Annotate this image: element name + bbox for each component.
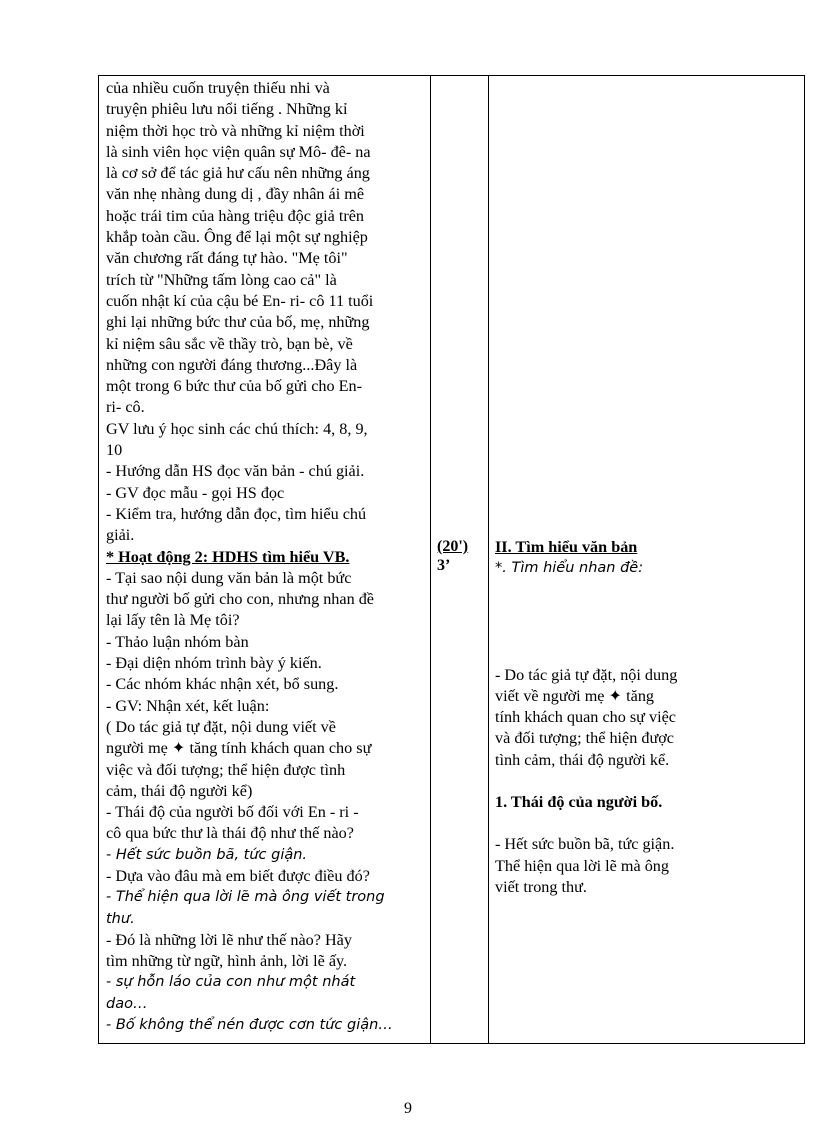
page-number: 9 [404, 1100, 412, 1117]
text-line: ( Do tác giả tự đặt, nội dung viết về [106, 717, 336, 736]
heading-2: 1. Thái độ của người bố. [495, 793, 663, 812]
lesson-table [98, 75, 805, 1044]
text-line: - Kiểm tra, hướng dẫn đọc, tìm hiểu chú [106, 504, 367, 523]
answer-italic-2 [106, 887, 428, 930]
text-line: - GV đọc mẫu - gọi HS đọc [106, 483, 285, 502]
text-line: viết về người mẹ ✦ tăng [495, 686, 655, 705]
intro-text [106, 78, 428, 547]
text-line: 10 [106, 441, 123, 460]
text-line: - Hết sức buồn bã, tức giận. [495, 835, 675, 854]
text-line: của nhiều cuốn truyện thiếu nhi và [106, 79, 330, 97]
column-divider [488, 76, 489, 1043]
text-line: - Bố không thể nén được cơn tức giận… [106, 1017, 393, 1034]
time-main: (20') [437, 538, 469, 555]
time-sub: 3’ [437, 557, 451, 574]
answer-2 [495, 834, 715, 898]
text-line: truyện phiêu lưu nổi tiếng . Những kỉ [106, 100, 348, 119]
text-line: kỉ niệm sâu sắc về thầy trò, bạn bè, về [106, 334, 353, 353]
text-line: tìm những từ ngữ, hình ảnh, lời lẽ ấy. [106, 952, 348, 971]
text-line: - Đại diện nhóm trình bày ý kiến. [106, 654, 322, 673]
text-line: lại lấy tên là Mẹ tôi? [106, 611, 240, 630]
text-line: hoặc trái tim của hàng triệu độc giả trên [106, 206, 364, 225]
text-line: ri- cô. [106, 398, 145, 417]
text-line: - Thái độ của người bố đối với En - ri - [106, 803, 359, 822]
text-line: cảm, thái độ người kể) [106, 781, 253, 800]
text-line: dao… [106, 995, 148, 1012]
text-line: tính khách quan cho sự việc [495, 708, 676, 727]
text-line: là sinh viên học viện quân sự Mô- đê- na [106, 142, 371, 161]
text-line: là cơ sở để tác giả hư cấu nên những áng [106, 164, 370, 183]
text-line: - sự hỗn láo của con như một nhát [106, 974, 356, 991]
text-line: - GV: Nhận xét, kết luận: [106, 696, 270, 715]
column-divider [430, 76, 431, 1043]
text-line: cuốn nhật kí của cậu bé En- ri- cô 11 tuổi [106, 291, 374, 310]
text-line: tình cảm, thái độ người kể. [495, 750, 670, 769]
text-line: văn nhẹ nhàng dung dị , đầy nhân ái mê [106, 185, 365, 204]
text-line: viết trong thư. [495, 877, 587, 896]
text-line: thư. [106, 910, 135, 927]
text-line: những con người đáng thương...Đây là [106, 355, 358, 374]
text-line: Thể hiện qua lời lẽ mà ông [495, 856, 669, 875]
text-line: - Thảo luận nhóm bàn [106, 632, 249, 651]
activity-body [106, 568, 428, 845]
text-line: một trong 6 bức thư của bố gửi cho En- [106, 377, 363, 396]
text-line: cô qua bức thư là thái độ như thế nào? [106, 824, 354, 843]
section-title: II. Tìm hiểu văn bản [495, 538, 638, 556]
text-line: - Hướng dẫn HS đọc văn bản - chú giải. [106, 462, 365, 481]
activity-heading: * Hoạt động 2: HDHS tìm hiểu VB. [106, 547, 350, 566]
text-line: - Đó là những lời lẽ như thế nào? Hãy [106, 930, 352, 949]
text-line: khắp toàn cầu. Ông để lại một sự nghiệp [106, 228, 368, 247]
content-column [495, 537, 715, 898]
answer-1 [495, 665, 715, 771]
text-line: - Các nhóm khác nhận xét, bổ sung. [106, 675, 339, 694]
answer-italic-1: - Hết sức buồn bã, tức giận. [106, 846, 308, 863]
text-line: niệm thời học trò và những kỉ niệm thời [106, 121, 365, 140]
text-line: giải. [106, 526, 135, 545]
answer-italic-3 [106, 972, 428, 1036]
question-3 [106, 930, 428, 973]
sub-title: *. Tìm hiểu nhan đề: [495, 560, 644, 577]
activities-column [106, 78, 428, 1036]
text-line: việc và đối tượng; thể hiện được tình [106, 760, 346, 779]
text-line: GV lưu ý học sinh các chú thích: 4, 8, 9, [106, 419, 368, 438]
text-line: và đối tượng; thể hiện được [495, 729, 674, 748]
time-column [437, 537, 485, 575]
text-line: người mẹ ✦ tăng tính khách quan cho sự [106, 739, 372, 758]
text-line: trích từ "Những tấm lòng cao cả" là [106, 270, 337, 289]
text-line: - Tại sao nội dung văn bản là một bức [106, 568, 352, 587]
text-line: - Thể hiện qua lời lẽ mà ông viết trong [106, 889, 385, 906]
text-line: văn chương rất đáng tự hào. "Mẹ tôi" [106, 249, 348, 268]
question-2: - Dựa vào đâu mà em biết được điều đó? [106, 866, 370, 885]
text-line: - Do tác giả tự đặt, nội dung [495, 665, 678, 684]
text-line: thư người bố gửi cho con, nhưng nhan đề [106, 590, 374, 609]
text-line: ghi lại những bức thư của bố, mẹ, những [106, 313, 370, 332]
